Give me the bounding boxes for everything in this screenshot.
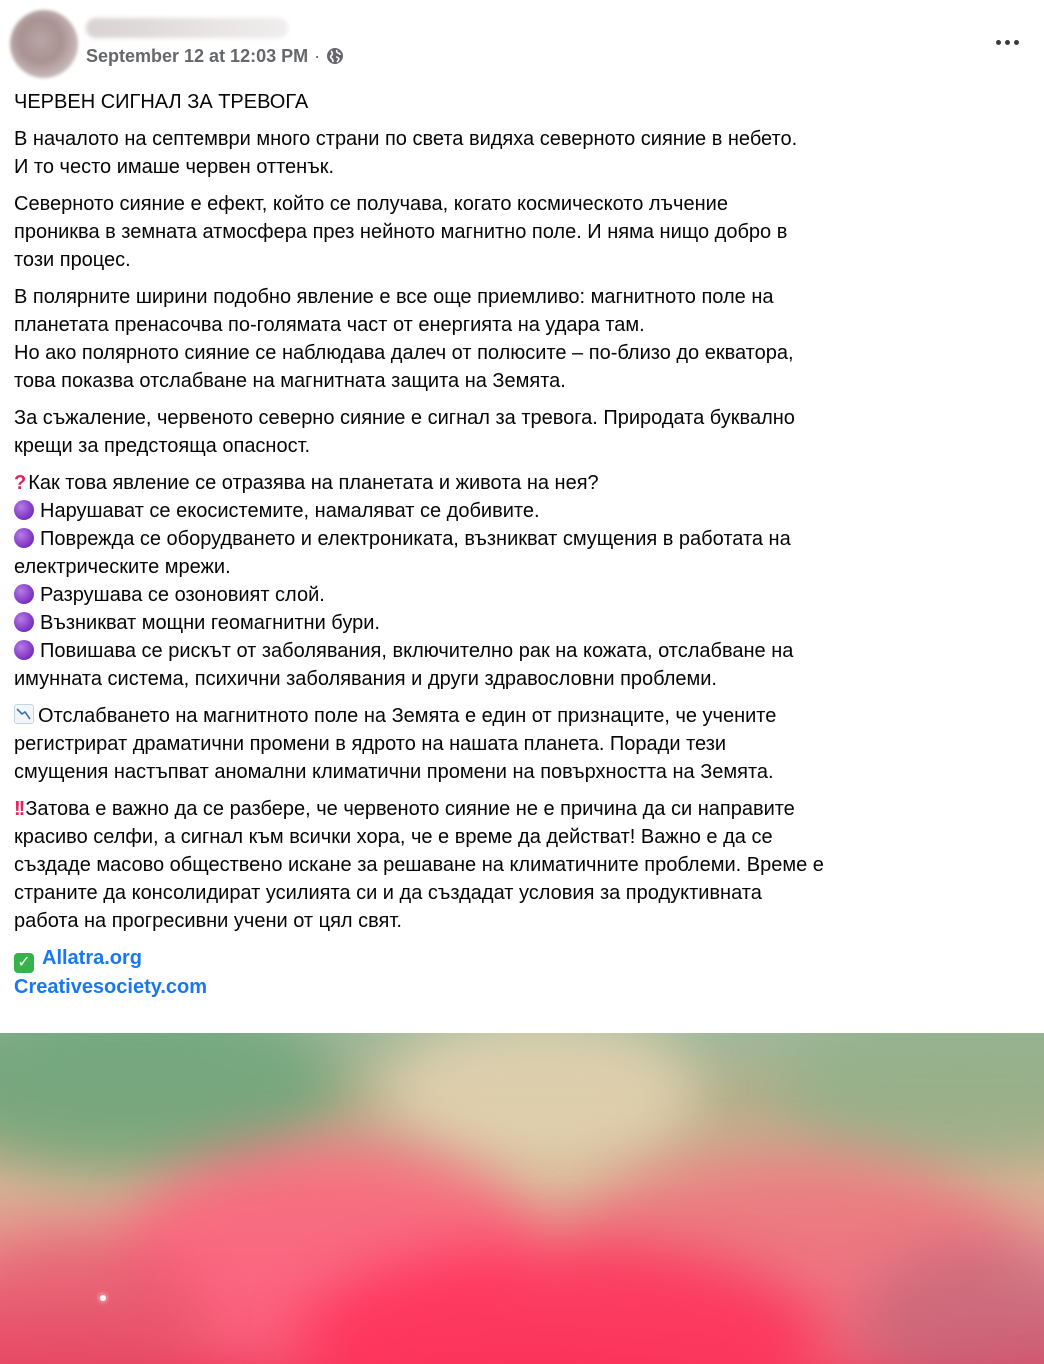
text-line: В полярните ширини подобно явление е все още приемливо: магнитното поле на	[14, 286, 774, 308]
text-line: създаде масово обществено искане за решаване на климатичните проблеми. Време е	[14, 854, 824, 876]
paragraph-5	[14, 702, 1034, 786]
paragraph-6	[14, 795, 1034, 935]
purple-circle-icon	[14, 528, 34, 548]
post-body	[14, 88, 1034, 1010]
text-line: това показва отслабване на магнитната защита на Земята.	[14, 370, 566, 392]
chart-decreasing-icon	[14, 704, 34, 724]
paragraph-1	[14, 125, 1034, 181]
text-line: крещи за предстояща опасност.	[14, 435, 311, 457]
creativesociety-link[interactable]: Creativesociety.com	[14, 976, 208, 998]
bullet-item	[14, 609, 1034, 637]
more-options-icon[interactable]	[992, 32, 1022, 52]
post-header	[10, 10, 1034, 74]
question-line	[14, 469, 1034, 497]
purple-circle-icon	[14, 612, 34, 632]
text-line: планетата пренасочва по-голямата част от енергията на удара там.	[14, 314, 645, 336]
bullet-text-continued: електрическите мрежи.	[14, 556, 231, 578]
bullet-text: Възникват мощни геомагнитни бури.	[40, 612, 380, 634]
text-span: Затова е важно да се разбере, че червеното сияние не е причина да си направите	[25, 798, 795, 820]
bullet-item	[14, 637, 1034, 665]
text-line	[14, 702, 1034, 730]
question-text: Как това явление се отразява на планетата и живота на нея?	[28, 472, 599, 494]
purple-circle-icon	[14, 500, 34, 520]
bullet-text: Повишава се рискът от заболявания, включително рак на кожата, отслабване на	[40, 640, 794, 662]
text-line	[14, 795, 1034, 823]
text-line: регистрират драматични промени в ядрото на нашата планета. Поради тези	[14, 733, 727, 755]
double-exclamation-icon: !!	[14, 798, 24, 820]
author-name-blurred[interactable]	[86, 18, 288, 38]
text-line: Северното сияние е ефект, който се получава, когато космическото лъчение	[14, 193, 728, 215]
links-block	[14, 944, 1034, 1001]
post-timestamp[interactable]: September 12 at 12:03 PM	[86, 45, 309, 66]
text-line: прониква в земната атмосфера през нейното магнитно поле. И няма нищо добро в	[14, 221, 788, 243]
effects-list	[14, 469, 1034, 693]
star-dot	[100, 1295, 106, 1301]
text-line: страните да консолидират усилията си и да създадат условия за продуктивната	[14, 882, 762, 904]
text-line: За съжаление, червеното северно сияние е сигнал за тревога. Природата буквално	[14, 407, 795, 429]
allatra-link[interactable]: Allatra.org	[42, 947, 143, 969]
text-line: И то често имаше червен оттенък.	[14, 156, 335, 178]
text-line: В началото на септември много страни по света видяха северното сияние в небето.	[14, 128, 798, 150]
bullet-text: Поврежда се оборудването и електрониката, възникват смущения в работата на	[40, 528, 791, 550]
text-line: Но ако полярното сияние се наблюдава далеч от полюсите – по-близо до екватора,	[14, 342, 794, 364]
text-line: работа на прогресивни учени от цял свят.	[14, 910, 402, 932]
post-title: ЧЕРВЕН СИГНАЛ ЗА ТРЕВОГА	[14, 91, 309, 113]
paragraph-2	[14, 190, 1034, 274]
text-line: този процес.	[14, 249, 131, 271]
bullet-item	[14, 581, 1034, 609]
bullet-text: Нарушават се екосистемите, намаляват се добивите.	[40, 500, 540, 522]
avatar[interactable]	[10, 10, 78, 78]
paragraph-4	[14, 404, 1034, 460]
purple-circle-icon	[14, 640, 34, 660]
question-mark-icon: ?	[14, 472, 27, 494]
bullet-item	[14, 497, 1034, 525]
link-line	[14, 973, 1034, 1001]
text-span: Отслабването на магнитното поле на Земята е един от признаците, че учените	[38, 705, 777, 727]
meta-separator: ·	[314, 45, 321, 66]
link-line	[14, 944, 1034, 973]
bullet-text: Разрушава се озоновият слой.	[40, 584, 325, 606]
aurora-photo[interactable]	[0, 1033, 1044, 1364]
bullet-item	[14, 525, 1034, 553]
check-mark-icon: ✓	[14, 953, 34, 973]
text-line: смущения настъпват аномални климатични промени на повърхността на Земята.	[14, 761, 774, 783]
purple-circle-icon	[14, 584, 34, 604]
paragraph-3	[14, 283, 1034, 395]
globe-icon[interactable]	[326, 47, 344, 65]
text-line: красиво селфи, а сигнал към всички хора, че е време да действат! Важно е да се	[14, 826, 773, 848]
bullet-text-continued: имунната система, психични заболявания и други здравословни проблеми.	[14, 668, 717, 690]
post-meta	[86, 44, 344, 68]
